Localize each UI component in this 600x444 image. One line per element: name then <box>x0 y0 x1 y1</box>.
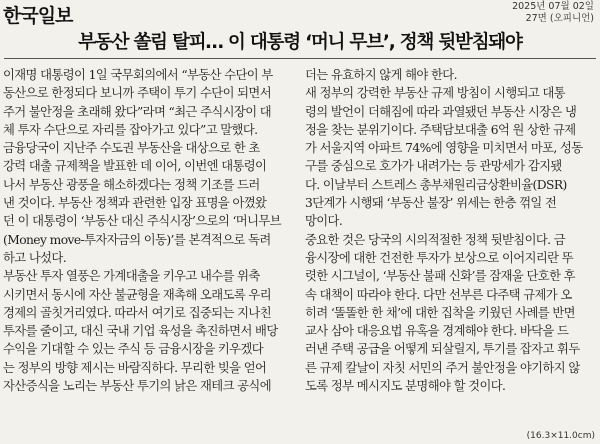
article-line: 속 대책이 따라야 한다. 다만 선부른 다주택 규제가 오 <box>305 287 572 302</box>
article-line: 러낸 주택 공급을 어떻게 되살릴지, 투기를 잡자고 휘두 <box>305 342 580 357</box>
article-line: 다. 이날부터 스트레스 총부채원리금상환비율(DSR) <box>305 177 567 192</box>
article-line: 자산증식을 노리는 부동산 투기의 낡은 재테크 공식에 <box>3 379 271 394</box>
article-line: 중요한 것은 당국의 시의적절한 정책 뒷받침이다. 금 <box>305 232 566 247</box>
article-line: 수익을 기대할 수 있는 주식 등 금융시장을 키우겠다 <box>3 342 264 357</box>
article-line: 는 정부의 방향 제시는 바람직하다. 무리한 빚을 얻어 <box>3 360 267 375</box>
article-line: 투자를 줄이고, 대신 국내 기업 육성을 촉진하면서 배당 <box>3 324 278 339</box>
article-line: 망이다. <box>305 214 343 229</box>
article-line: 금융당국이 지난주 수도권 부동산을 대상으로 한 초 <box>3 141 260 156</box>
article-size-note: (16.3×11.0cm) <box>526 431 595 441</box>
article-line: 경제의 골칫거리였다. 따라서 여기로 집중되는 지나친 <box>3 305 271 320</box>
article-line: 부동산 투자 열풍은 가계대출을 키우고 내수를 위축 <box>3 269 260 284</box>
article-line: 른 규제 칼날이 자칫 서민의 주거 불안정을 야기하지 않 <box>305 360 580 375</box>
article-line: 렷한 시그널이, ‘부동산 불패 신화’를 잠재울 단호한 후 <box>305 269 575 284</box>
headline: 부동산 쏠림 탈피… 이 대통령 ‘머니 무브’, 정책 뒷받침돼야 <box>78 32 522 53</box>
article-line: 구를 중심으로 호가가 내려가는 등 관망세가 감지됐 <box>305 159 562 174</box>
article-line: 가 서울지역 아파트 74%에 영향을 미치면서 마포, 성동 <box>305 141 583 156</box>
dateline <box>512 1 594 25</box>
article-line: 동산으로 한정되다 보니까 주택이 투기 수단이 되면서 <box>3 86 271 101</box>
article-line: 융시장에 대한 건전한 투자가 보상으로 이어지리란 뚜 <box>305 250 573 265</box>
article-line: 히려 ‘똘똘한 한 채’에 대한 집착을 키웠던 사례를 반면 <box>305 305 575 320</box>
article-line: 체 투자 수단으로 자리를 잡아가고 있다”고 말했다. <box>3 122 258 137</box>
article-line: 도록 정부 메시지도 분명해야 할 것이다. <box>305 379 506 394</box>
article-line: 교사 삼아 대응요법 유혹을 경계해야 한다. 바닥을 드 <box>305 324 569 339</box>
article-line: 낸 것이다. 부동산 정책과 관련한 입장 표명을 아꼈왔 <box>3 196 267 211</box>
article-column-right <box>305 66 595 395</box>
article-line: 3단계가 시행돼 ‘부동산 불장’ 위세는 한층 꺾일 전 <box>305 196 557 211</box>
newspaper-logo: 한국일보 <box>3 5 73 27</box>
article-line: 주거 불안정을 초래해 왔다”라며 “최근 주식시장이 대 <box>3 104 272 119</box>
masthead <box>0 0 600 26</box>
article-line: 이재명 대통령이 1일 국무회의에서 “부동산 수단이 부 <box>3 68 273 82</box>
article-line: 령의 발언이 더해짐에 따라 과열됐던 부동산 시장은 냉 <box>305 104 577 119</box>
article-line: 정을 찾는 분위기이다. 주택담보대출 6억 원 상한 규제 <box>305 122 576 137</box>
article-line: 던 이 대통령이 ‘부동산 대신 주식시장’으로의 ‘머니무브 <box>3 214 281 229</box>
article-line: 시키면서 동시에 자산 불균형을 재촉해 오래도록 우리 <box>3 287 271 302</box>
article-line: (Money move-투자자금의 이동)’를 본격적으로 독려 <box>3 232 271 247</box>
article-line: 새 정부의 강력한 부동산 규제 방침이 시행되고 대통 <box>305 86 566 101</box>
page-section: 27면 (오피니언) <box>525 13 594 24</box>
article-line: 하고 나섰다. <box>3 250 67 265</box>
article-line: 강력 대출 규제책을 발표한 데 이어, 이번엔 대통령이 <box>3 159 267 174</box>
headline-divider <box>4 58 596 59</box>
article-line: 더는 유효하지 않게 해야 한다. <box>305 68 457 82</box>
article-column-left <box>3 66 291 395</box>
publish-date: 2025년 07월 02일 <box>512 1 594 12</box>
article-line: 나서 부동산 광풍을 해소하겠다는 정책 기조를 드러 <box>3 177 260 192</box>
